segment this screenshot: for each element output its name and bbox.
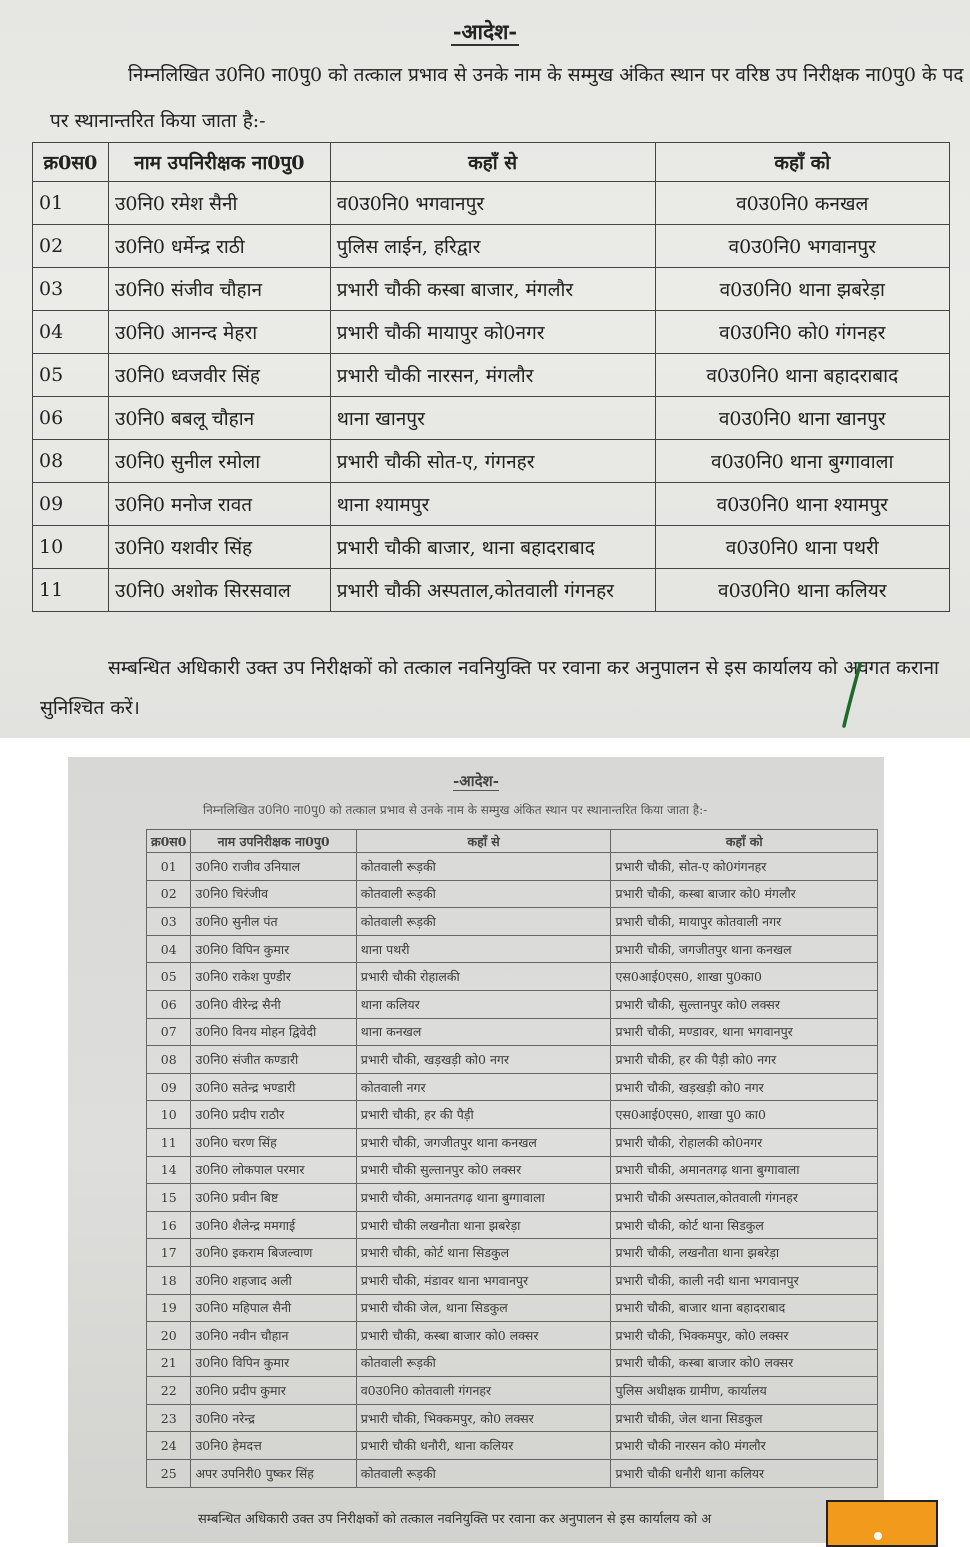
header-name: नाम उपनिरीक्षक ना0पु0 [108,143,330,182]
cell-to: एस0आई0एस0, शाखा पु0 का0 [611,1101,878,1129]
cell-to: प्रभारी चौकी अस्पताल,कोतवाली गंगनहर [611,1184,878,1212]
cell-serial: 08 [33,440,109,483]
cell-from: कोतवाली रूड़की [356,880,611,908]
cell-serial: 15 [147,1184,191,1212]
table-row [147,1018,878,1046]
cell-name: उ0नि0 चिरंजीव [191,880,356,908]
cell-serial: 20 [147,1322,191,1350]
cell-from: कोतवाली रूड़की [356,1460,611,1488]
cell-from: प्रभारी चौकी, अमानतगढ़ थाना बुग्गावाला [356,1184,611,1212]
cell-serial: 16 [147,1211,191,1239]
cell-to: प्रभारी चौकी, कस्बा बाजार को0 मंगलौर [611,880,878,908]
cell-name: उ0नि0 आनन्द मेहरा [108,311,330,354]
cell-from: व0उ0नि0 भगवानपुर [330,182,655,225]
cell-serial: 07 [147,1018,191,1046]
cell-from: कोतवाली नगर [356,1073,611,1101]
cell-from: प्रभारी चौकी लखनौता थाना झबरेड़ा [356,1211,611,1239]
table-row [147,1156,878,1184]
table-row [147,908,878,936]
table-row [147,963,878,991]
cell-name: उ0नि0 सुनील रमोला [108,440,330,483]
dot-icon [874,1532,882,1540]
table-row [147,1349,878,1377]
cell-name: उ0नि0 संजीव चौहान [108,268,330,311]
cell-from: प्रभारी चौकी जेल, थाना सिडकुल [356,1294,611,1322]
order-footer-text: सम्बन्धित अधिकारी उक्त उप निरीक्षकों को तत्काल नवनियुक्ति पर रवाना कर अनुपालन से इस कार्यालय को अ [198,1512,712,1527]
cell-to: प्रभारी चौकी धनौरी थाना कलियर [611,1460,878,1488]
cell-serial: 11 [33,569,109,612]
cell-to: व0उ0नि0 कनखल [655,182,949,225]
cell-from: प्रभारी चौकी, हर की पैड़ी [356,1101,611,1129]
cell-from: थाना खानपुर [330,397,655,440]
cell-from: प्रभारी चौकी सुल्तानपुर को0 लक्सर [356,1156,611,1184]
cell-to: व0उ0नि0 थाना झबरेड़ा [655,268,949,311]
header-to: कहाँ को [611,830,878,853]
order-intro-text: निम्नलिखित उ0नि0 ना0पु0 को तत्काल प्रभाव से उनके नाम के सम्मुख अंकित स्थान पर स्थानान्तरित किया जाता है:- [203,803,708,817]
table-row [147,1101,878,1129]
cell-from: प्रभारी चौकी मायापुर को0नगर [330,311,655,354]
cell-name: उ0नि0 मनोज रावत [108,483,330,526]
cell-serial: 01 [147,853,191,881]
cell-to: प्रभारी चौकी, बाजार थाना बहादराबाद [611,1294,878,1322]
cell-from: थाना कनखल [356,1018,611,1046]
cell-to: प्रभारी चौकी, कोर्ट थाना सिडकुल [611,1211,878,1239]
cell-to: प्रभारी चौकी, रोहालकी को0नगर [611,1128,878,1156]
cell-name: उ0नि0 नरेन्द्र [191,1404,356,1432]
table-row [147,1322,878,1350]
cell-from: थाना कलियर [356,990,611,1018]
cell-serial: 22 [147,1377,191,1405]
cell-from: प्रभारी चौकी अस्पताल,कोतवाली गंगनहर [330,569,655,612]
cell-to: प्रभारी चौकी, हर की पैड़ी को0 नगर [611,1046,878,1074]
cell-to: प्रभारी चौकी, मण्डावर, थाना भगवानपुर [611,1018,878,1046]
cell-name: उ0नि0 महिपाल सैनी [191,1294,356,1322]
cell-serial: 09 [33,483,109,526]
table-row [147,1073,878,1101]
cell-from: कोतवाली रूड़की [356,1349,611,1377]
table-row [147,990,878,1018]
cell-name: उ0नि0 राकेश पुण्डीर [191,963,356,991]
cell-from: व0उ0नि0 कोतवाली गंगनहर [356,1377,611,1405]
header-from: कहाँ से [330,143,655,182]
cell-name: अपर उपनिरी0 पुष्कर सिंह [191,1460,356,1488]
order-footer-text: सम्बन्धित अधिकारी उक्त उप निरीक्षकों को तत्काल नवनियुक्ति पर रवाना कर अनुपालन से इस कार्यालय को अवगत कराना सुनिश्चित करें। [40,657,939,719]
table-row [33,569,950,612]
cell-from: थाना पथरी [356,935,611,963]
table-row [147,1377,878,1405]
table-row [33,268,950,311]
table-row [33,483,950,526]
cell-serial: 11 [147,1128,191,1156]
cell-serial: 19 [147,1294,191,1322]
order-document-top [0,0,970,738]
cell-to: व0उ0नि0 भगवानपुर [655,225,949,268]
cell-from: प्रभारी चौकी, मंडावर थाना भगवानपुर [356,1266,611,1294]
cell-serial: 10 [33,526,109,569]
transfer-table [146,829,878,1488]
cell-serial: 04 [147,935,191,963]
cell-to: प्रभारी चौकी, जेल थाना सिडकुल [611,1404,878,1432]
cell-name: उ0नि0 चरण सिंह [191,1128,356,1156]
cell-to: प्रभारी चौकी, खड़खड़ी को0 नगर [611,1073,878,1101]
cell-serial: 01 [33,182,109,225]
table-row [147,1266,878,1294]
cell-to: प्रभारी चौकी नारसन को0 मंगलौर [611,1432,878,1460]
cell-serial: 08 [147,1046,191,1074]
cell-serial: 17 [147,1239,191,1267]
cell-from: थाना श्यामपुर [330,483,655,526]
cell-name: उ0नि0 विपिन कुमार [191,935,356,963]
table-row [33,354,950,397]
cell-to: एस0आई0एस0, शाखा पु0का0 [611,963,878,991]
cell-from: प्रभारी चौकी रोहालकी [356,963,611,991]
header-serial: क्र0स0 [147,830,191,853]
cell-from: प्रभारी चौकी सोत-ए, गंगनहर [330,440,655,483]
cell-to: व0उ0नि0 थाना श्यामपुर [655,483,949,526]
cell-serial: 14 [147,1156,191,1184]
cell-from: प्रभारी चौकी धनौरी, थाना कलियर [356,1432,611,1460]
table-row [147,1128,878,1156]
cell-name: उ0नि0 हेमदत्त [191,1432,356,1460]
cell-from: प्रभारी चौकी, भिक्कमपुर, को0 लक्सर [356,1404,611,1432]
table-row [147,1404,878,1432]
table-row [33,182,950,225]
cell-to: व0उ0नि0 थाना खानपुर [655,397,949,440]
cell-to: प्रभारी चौकी, अमानतगढ़ थाना बुग्गावाला [611,1156,878,1184]
cell-serial: 04 [33,311,109,354]
table-row [147,1184,878,1212]
cell-serial: 03 [33,268,109,311]
cell-to: प्रभारी चौकी, जगजीतपुर थाना कनखल [611,935,878,963]
cell-name: उ0नि0 शैलेन्द्र ममगाई [191,1211,356,1239]
cell-to: पुलिस अधीक्षक ग्रामीण, कार्यालय [611,1377,878,1405]
cell-name: उ0नि0 वीरेन्द्र सैनी [191,990,356,1018]
cell-from: प्रभारी चौकी नारसन, मंगलौर [330,354,655,397]
cell-name: उ0नि0 ध्वजवीर सिंह [108,354,330,397]
cell-serial: 18 [147,1266,191,1294]
table-header-row [33,143,950,182]
cell-to: व0उ0नि0 थाना बुग्गावाला [655,440,949,483]
cell-name: उ0नि0 विनय मोहन द्विवेदी [191,1018,356,1046]
cell-to: प्रभारी चौकी, लखनौता थाना झबरेड़ा [611,1239,878,1267]
cell-serial: 02 [147,880,191,908]
cell-name: उ0नि0 विपिन कुमार [191,1349,356,1377]
cell-from: पुलिस लाईन, हरिद्वार [330,225,655,268]
order-document-bottom [68,757,884,1543]
table-row [147,1460,878,1488]
table-row [33,440,950,483]
cell-from: प्रभारी चौकी कस्बा बाजार, मंगलौर [330,268,655,311]
header-serial: क्र0स0 [33,143,109,182]
document-title: -आदेश- [452,19,518,44]
table-row [147,935,878,963]
cell-to: प्रभारी चौकी, भिक्कमपुर, को0 लक्सर [611,1322,878,1350]
table-row [147,1046,878,1074]
cell-from: कोतवाली रूड़की [356,908,611,936]
cell-serial: 10 [147,1101,191,1129]
cell-name: उ0नि0 लोकपाल परमार [191,1156,356,1184]
cell-serial: 02 [33,225,109,268]
cell-from: कोतवाली रूड़की [356,853,611,881]
table-row [147,1211,878,1239]
cell-name: उ0नि0 संजीत कण्डारी [191,1046,356,1074]
cell-name: उ0नि0 बबलू चौहान [108,397,330,440]
cell-to: व0उ0नि0 थाना बहादराबाद [655,354,949,397]
cell-from: प्रभारी चौकी बाजार, थाना बहादराबाद [330,526,655,569]
cell-name: उ0नि0 रमेश सैनी [108,182,330,225]
cell-to: प्रभारी चौकी, सुल्तानपुर को0 लक्सर [611,990,878,1018]
cell-name: उ0नि0 राजीव उनियाल [191,853,356,881]
table-header-row [147,830,878,853]
header-from: कहाँ से [356,830,611,853]
header-to: कहाँ को [655,143,949,182]
cell-to: व0उ0नि0 थाना पथरी [655,526,949,569]
cell-name: उ0नि0 इकराम बिजल्वाण [191,1239,356,1267]
cell-to: प्रभारी चौकी, काली नदी थाना भगवानपुर [611,1266,878,1294]
cell-from: प्रभारी चौकी, कस्बा बाजार को0 लक्सर [356,1322,611,1350]
cell-name: उ0नि0 प्रवीन बिष्ट [191,1184,356,1212]
cell-name: उ0नि0 सुनील पंत [191,908,356,936]
cell-serial: 09 [147,1073,191,1101]
table-row [147,853,878,881]
cell-name: उ0नि0 नवीन चौहान [191,1322,356,1350]
cell-to: प्रभारी चौकी, कस्बा बाजार को0 लक्सर [611,1349,878,1377]
cell-to: व0उ0नि0 को0 गंगनहर [655,311,949,354]
cell-to: प्रभारी चौकी, मायापुर कोतवाली नगर [611,908,878,936]
cell-from: प्रभारी चौकी, खड़खड़ी को0 नगर [356,1046,611,1074]
table-row [147,880,878,908]
cell-serial: 25 [147,1460,191,1488]
cell-to: व0उ0नि0 थाना कलियर [655,569,949,612]
table-row [147,1239,878,1267]
cell-name: उ0नि0 प्रदीप राठौर [191,1101,356,1129]
header-name: नाम उपनिरीक्षक ना0पु0 [191,830,356,853]
cell-serial: 06 [33,397,109,440]
table-row [147,1432,878,1460]
transfer-table [32,142,950,612]
table-row [33,311,950,354]
cell-name: उ0नि0 प्रदीप कुमार [191,1377,356,1405]
cell-to: प्रभारी चौकी, सोत-ए को0गंगनहर [611,853,878,881]
cell-serial: 21 [147,1349,191,1377]
cell-serial: 06 [147,990,191,1018]
document-title: -आदेश- [453,772,499,790]
cell-serial: 24 [147,1432,191,1460]
cell-name: उ0नि0 धर्मेन्द्र राठी [108,225,330,268]
cell-from: प्रभारी चौकी, कोर्ट थाना सिडकुल [356,1239,611,1267]
cell-name: उ0नि0 शहजाद अली [191,1266,356,1294]
table-row [147,1294,878,1322]
cell-name: उ0नि0 अशोक सिरसवाल [108,569,330,612]
cell-serial: 03 [147,908,191,936]
cell-from: प्रभारी चौकी, जगजीतपुर थाना कनखल [356,1128,611,1156]
order-intro-text: निम्नलिखित उ0नि0 ना0पु0 को तत्काल प्रभाव से उनके नाम के सम्मुख अंकित स्थान पर वरिष्ठ उप निरीक्षक ना0पु0 के पद पर स्थानान्तरित किया जाता है:- [50,64,964,132]
cell-name: उ0नि0 यशवीर सिंह [108,526,330,569]
table-row [33,526,950,569]
cell-serial: 05 [147,963,191,991]
table-row [33,225,950,268]
cell-name: उ0नि0 सतेन्द्र भण्डारी [191,1073,356,1101]
table-row [33,397,950,440]
cell-serial: 05 [33,354,109,397]
orange-overlay-badge [826,1500,938,1547]
cell-serial: 23 [147,1404,191,1432]
signature-pen-mark [838,660,868,730]
